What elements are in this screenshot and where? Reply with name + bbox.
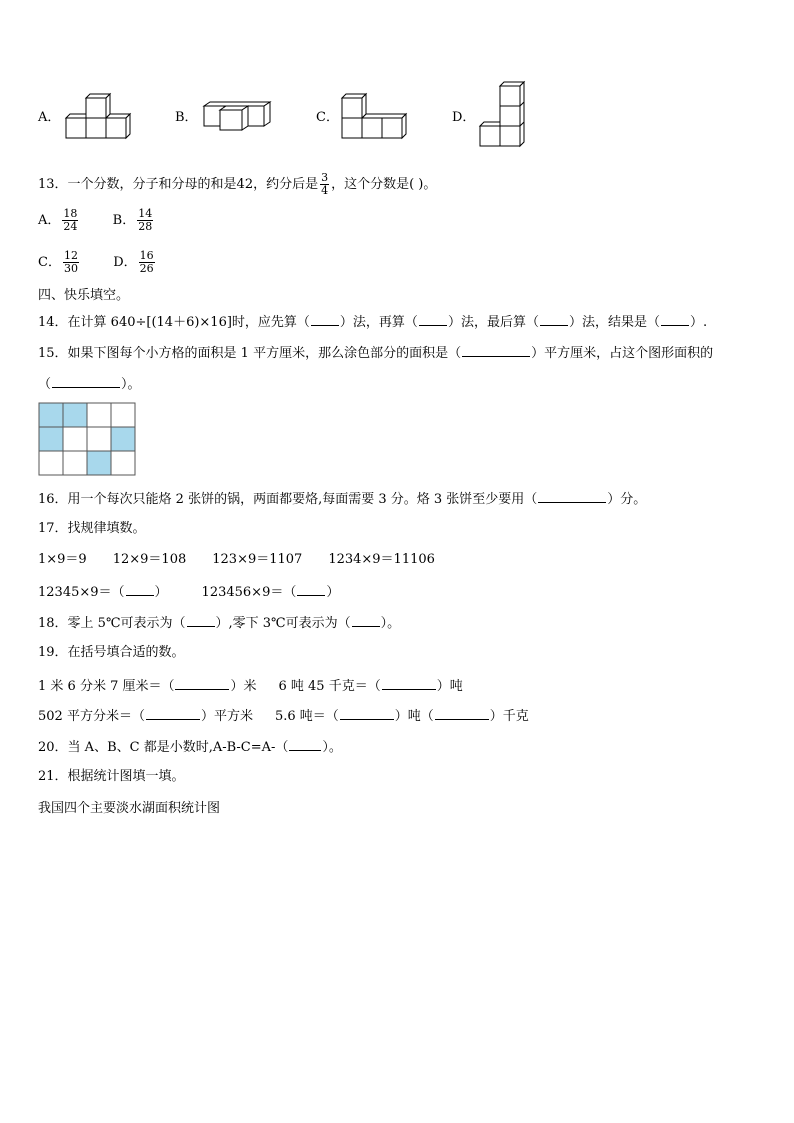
- q13-option-c-label: C．: [38, 255, 61, 270]
- q19-blank-d[interactable]: [340, 707, 394, 720]
- q16-text-2: ）分。: [607, 492, 647, 507]
- q13-option-a-num: 18: [63, 207, 78, 220]
- q12-option-b-label: B．: [175, 110, 198, 125]
- q14-blank-3[interactable]: [540, 313, 568, 326]
- q14-question: [38, 313, 707, 331]
- q13-text-after: ，这个分数是( )。: [331, 177, 437, 192]
- q14-text-3: ）法，最后算（: [447, 315, 539, 330]
- q15-question-line2: [38, 375, 141, 393]
- q12-figure-a: [66, 96, 132, 140]
- q17-pattern-1: 1×9＝9: [38, 552, 87, 567]
- q14-blank-4[interactable]: [661, 313, 689, 326]
- q19-title: 19．在括号填合适的数。: [38, 645, 185, 660]
- q18-text-2: ）,零下 3℃可表示为（: [215, 616, 351, 631]
- q13-text-before: 13．一个分数，分子和分母的和是42，约分后是: [38, 177, 319, 192]
- q18-text-1: 18．零上 5℃可表示为（: [38, 616, 186, 631]
- q13-option-b-den: 28: [138, 220, 153, 233]
- grid-cell-shaded: [111, 427, 135, 451]
- q19-text-c2: ）平方米: [200, 709, 253, 724]
- q12-option-d-label: D．: [452, 110, 476, 125]
- q15-text-2: ）平方厘米，占这个图形面积的: [531, 346, 714, 361]
- q19-text-a1: 1 米 6 分米 7 厘米＝（: [38, 679, 175, 694]
- q13-option-c-num: 12: [63, 249, 78, 262]
- q20-text-1: 20．当 A、B、C 都是小数时,A-B-C=A-（: [38, 740, 289, 755]
- grid-cell-shaded: [39, 427, 63, 451]
- q19-text-d1: 5.6 吨＝（: [274, 709, 339, 724]
- grid-cell: [63, 451, 87, 475]
- q20-blank[interactable]: [289, 738, 321, 751]
- q13-options-row1: [38, 208, 155, 233]
- q17-fill-text-4: ）: [326, 585, 340, 600]
- q14-text-4: ）法，结果是（: [568, 315, 660, 330]
- grid-cell-shaded: [63, 403, 87, 427]
- q18-blank-2[interactable]: [352, 614, 380, 627]
- q19-text-d3: ）千克: [489, 709, 529, 724]
- q15-text-3: （: [38, 377, 52, 392]
- grid-cell: [111, 403, 135, 427]
- q14-text-5: ）.: [689, 315, 708, 330]
- q15-text-4: ）。: [121, 377, 141, 392]
- q13-option-b-fraction: [137, 208, 153, 233]
- q13-option-b-num: 14: [138, 207, 153, 220]
- q14-blank-2[interactable]: [419, 313, 447, 326]
- q17-pattern-row: [38, 552, 435, 568]
- q13-options-row2: [38, 250, 157, 275]
- q19-blank-b[interactable]: [382, 677, 436, 690]
- q13-question: [38, 172, 436, 197]
- grid-cell: [87, 403, 111, 427]
- q12-figure-d: [480, 84, 526, 148]
- q21-title: 21．根据统计图填一填。: [38, 769, 185, 784]
- q18-text-3: ）。: [380, 616, 401, 631]
- q18-question: [38, 614, 400, 632]
- q15-text-1: 15．如果下图每个小方格的面积是 1 平方厘米，那么涂色部分的面积是（: [38, 346, 462, 361]
- q13-frac-num: 3: [321, 171, 329, 184]
- q19-text-a2: ）米: [230, 679, 257, 694]
- q19-text-c1: 502 平方分米＝（: [38, 709, 145, 724]
- q13-option-b-label: B．: [112, 213, 136, 228]
- q13-option-a-den: 24: [63, 220, 78, 233]
- q13-option-d-fraction: [139, 250, 155, 275]
- q14-text-2: ）法，再算（: [339, 315, 418, 330]
- q15-blank-2[interactable]: [52, 375, 120, 388]
- q13-option-d-den: 26: [139, 262, 154, 275]
- q13-frac-den: 4: [321, 184, 329, 197]
- q12-figure-b: [204, 102, 270, 132]
- grid-cell: [87, 427, 111, 451]
- grid-cell: [111, 451, 135, 475]
- grid-cell: [63, 427, 87, 451]
- q16-text-1: 16．用一个每次只能烙 2 张饼的锅，两面都要烙,每面需要 3 分。烙 3 张饼至少要用（: [38, 492, 538, 507]
- q19-text-d2: ）吨（: [394, 709, 434, 724]
- q13-option-d-label: D．: [113, 255, 137, 270]
- q13-option-d-num: 16: [139, 249, 154, 262]
- q17-fill-text-3: 123456×9＝（: [201, 585, 297, 600]
- q19-row-1: [38, 677, 463, 695]
- section-heading: 四、快乐填空。: [38, 288, 130, 303]
- q19-text-b2: ）吨: [436, 679, 463, 694]
- q12-option-c-label: C．: [316, 110, 339, 125]
- q15-question-line1: [38, 344, 713, 362]
- q14-blank-1[interactable]: [311, 313, 339, 326]
- q17-pattern-3: 123×9＝1107: [212, 552, 303, 567]
- q17-blank-2[interactable]: [297, 583, 325, 596]
- q17-title: 17．找规律填数。: [38, 521, 146, 536]
- q19-row-2: [38, 707, 529, 725]
- q17-blank-1[interactable]: [126, 583, 154, 596]
- q21-chart-title: 我国四个主要淡水湖面积统计图: [38, 801, 221, 816]
- q12-figure-c: [342, 96, 408, 140]
- q16-blank[interactable]: [538, 490, 606, 503]
- q20-question: [38, 738, 342, 756]
- q15-grid-figure: [39, 403, 135, 475]
- grid-cell-shaded: [87, 451, 111, 475]
- q17-fill-text-1: 12345×9＝（: [38, 585, 125, 600]
- q19-blank-a[interactable]: [175, 677, 229, 690]
- q14-text-1: 14．在计算 640÷[(14＋6)×16]时，应先算（: [38, 315, 310, 330]
- q16-question: [38, 490, 646, 508]
- q18-blank-1[interactable]: [187, 614, 215, 627]
- q19-blank-c[interactable]: [146, 707, 200, 720]
- q17-fill-text-2: ）: [154, 585, 168, 600]
- grid-cell: [39, 451, 63, 475]
- grid-cell-shaded: [39, 403, 63, 427]
- q13-option-c-den: 30: [63, 262, 78, 275]
- q19-text-b1: 6 吨 45 千克＝（: [278, 679, 381, 694]
- q17-fill-row: [38, 583, 339, 601]
- q13-option-c-fraction: [63, 250, 79, 275]
- q12-option-a-label: A．: [38, 110, 61, 125]
- q13-option-a-fraction: [62, 208, 78, 233]
- q15-blank-1[interactable]: [462, 344, 530, 357]
- q13-option-a-label: A．: [38, 213, 61, 228]
- q17-pattern-4: 1234×9＝11106: [328, 552, 435, 567]
- q17-pattern-2: 12×9＝108: [112, 552, 187, 567]
- q13-fraction: [320, 172, 329, 197]
- q19-blank-e[interactable]: [435, 707, 489, 720]
- q20-text-2: ）。: [322, 740, 342, 755]
